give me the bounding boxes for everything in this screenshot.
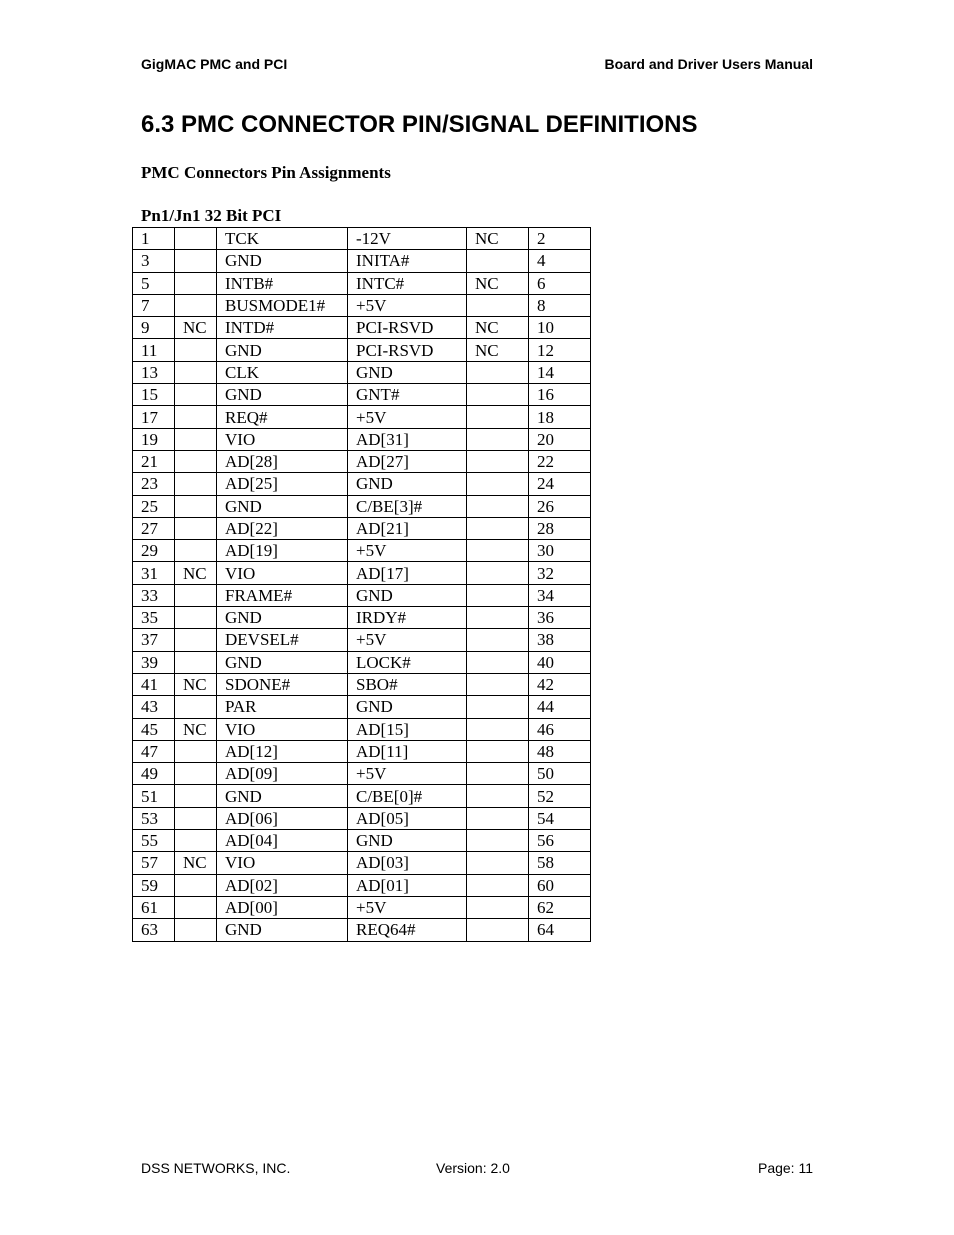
pin-number-even: 8 <box>529 294 591 316</box>
signal-name-even: SBO# <box>348 673 467 695</box>
signal-name-even: GND <box>348 584 467 606</box>
table-row <box>133 696 591 718</box>
signal-name-odd: AD[22] <box>217 517 348 539</box>
pin-number-even: 28 <box>529 517 591 539</box>
table-row <box>133 651 591 673</box>
pin-number-even: 40 <box>529 651 591 673</box>
signal-name-odd: AD[28] <box>217 450 348 472</box>
signal-name-odd: GND <box>217 250 348 272</box>
signal-name-odd: VIO <box>217 428 348 450</box>
table-row <box>133 339 591 361</box>
nc-flag-odd <box>175 250 217 272</box>
signal-name-even: PCI-RSVD <box>348 339 467 361</box>
signal-name-odd: AD[09] <box>217 763 348 785</box>
signal-name-even: GNT# <box>348 384 467 406</box>
nc-flag-odd: NC <box>175 718 217 740</box>
table-row <box>133 361 591 383</box>
nc-flag-even <box>467 718 529 740</box>
table-row <box>133 740 591 762</box>
pin-number-odd: 35 <box>133 607 175 629</box>
pin-number-even: 62 <box>529 896 591 918</box>
pin-number-even: 24 <box>529 473 591 495</box>
nc-flag-even <box>467 919 529 941</box>
nc-flag-even <box>467 406 529 428</box>
pin-number-odd: 55 <box>133 830 175 852</box>
subheading: PMC Connectors Pin Assignments <box>141 163 391 182</box>
signal-name-even: GND <box>348 473 467 495</box>
pin-number-even: 16 <box>529 384 591 406</box>
table-row <box>133 428 591 450</box>
table-caption: Pn1/Jn1 32 Bit PCI <box>141 206 282 225</box>
nc-flag-even: NC <box>467 317 529 339</box>
signal-name-odd: SDONE# <box>217 673 348 695</box>
nc-flag-even: NC <box>467 228 529 250</box>
pin-number-odd: 45 <box>133 718 175 740</box>
pin-number-odd: 41 <box>133 673 175 695</box>
nc-flag-odd <box>175 830 217 852</box>
signal-name-even: AD[05] <box>348 807 467 829</box>
nc-flag-odd <box>175 785 217 807</box>
signal-name-even: GND <box>348 696 467 718</box>
pin-number-even: 48 <box>529 740 591 762</box>
pin-number-odd: 37 <box>133 629 175 651</box>
table-row <box>133 896 591 918</box>
nc-flag-even <box>467 852 529 874</box>
signal-name-even: AD[03] <box>348 852 467 874</box>
nc-flag-odd <box>175 807 217 829</box>
pin-number-odd: 19 <box>133 428 175 450</box>
signal-name-odd: BUSMODE1# <box>217 294 348 316</box>
nc-flag-even <box>467 495 529 517</box>
signal-name-odd: DEVSEL# <box>217 629 348 651</box>
pin-number-odd: 61 <box>133 896 175 918</box>
signal-name-even: IRDY# <box>348 607 467 629</box>
pin-number-even: 36 <box>529 607 591 629</box>
table-row <box>133 473 591 495</box>
table-row <box>133 228 591 250</box>
table-row <box>133 384 591 406</box>
table-row <box>133 785 591 807</box>
pin-number-even: 60 <box>529 874 591 896</box>
pin-number-even: 2 <box>529 228 591 250</box>
pin-number-odd: 27 <box>133 517 175 539</box>
pin-number-odd: 13 <box>133 361 175 383</box>
pin-number-even: 10 <box>529 317 591 339</box>
pin-number-even: 6 <box>529 272 591 294</box>
pin-number-even: 18 <box>529 406 591 428</box>
pin-number-odd: 3 <box>133 250 175 272</box>
signal-name-even: AD[17] <box>348 562 467 584</box>
signal-name-even: INITA# <box>348 250 467 272</box>
signal-name-odd: PAR <box>217 696 348 718</box>
nc-flag-odd <box>175 361 217 383</box>
pin-number-odd: 5 <box>133 272 175 294</box>
nc-flag-even: NC <box>467 339 529 361</box>
pin-number-even: 46 <box>529 718 591 740</box>
pin-number-odd: 11 <box>133 339 175 361</box>
signal-name-even: -12V <box>348 228 467 250</box>
pin-number-even: 26 <box>529 495 591 517</box>
table-row <box>133 673 591 695</box>
pin-number-odd: 39 <box>133 651 175 673</box>
nc-flag-odd <box>175 384 217 406</box>
signal-name-even: +5V <box>348 629 467 651</box>
nc-flag-even <box>467 763 529 785</box>
nc-flag-odd <box>175 584 217 606</box>
pin-number-odd: 17 <box>133 406 175 428</box>
header-manual-title: Board and Driver Users Manual <box>604 56 813 72</box>
pin-number-even: 34 <box>529 584 591 606</box>
nc-flag-even <box>467 696 529 718</box>
signal-name-odd: AD[19] <box>217 540 348 562</box>
table-row <box>133 807 591 829</box>
signal-name-even: AD[27] <box>348 450 467 472</box>
signal-name-odd: VIO <box>217 718 348 740</box>
footer-company: DSS NETWORKS, INC. <box>141 1160 291 1176</box>
signal-name-odd: GND <box>217 785 348 807</box>
nc-flag-even <box>467 830 529 852</box>
signal-name-odd: GND <box>217 919 348 941</box>
pin-number-odd: 63 <box>133 919 175 941</box>
nc-flag-even: NC <box>467 272 529 294</box>
table-row <box>133 272 591 294</box>
table-row <box>133 852 591 874</box>
pin-number-odd: 21 <box>133 450 175 472</box>
signal-name-even: AD[11] <box>348 740 467 762</box>
pin-number-odd: 59 <box>133 874 175 896</box>
pin-number-odd: 1 <box>133 228 175 250</box>
table-row <box>133 607 591 629</box>
pin-number-even: 22 <box>529 450 591 472</box>
table-row <box>133 250 591 272</box>
signal-name-even: LOCK# <box>348 651 467 673</box>
nc-flag-odd <box>175 651 217 673</box>
pin-number-even: 52 <box>529 785 591 807</box>
nc-flag-even <box>467 740 529 762</box>
pin-number-odd: 15 <box>133 384 175 406</box>
signal-name-even: +5V <box>348 896 467 918</box>
signal-name-even: AD[31] <box>348 428 467 450</box>
signal-name-odd: GND <box>217 607 348 629</box>
pin-number-odd: 49 <box>133 763 175 785</box>
nc-flag-odd <box>175 874 217 896</box>
nc-flag-even <box>467 250 529 272</box>
signal-name-even: REQ64# <box>348 919 467 941</box>
nc-flag-even <box>467 361 529 383</box>
pin-number-even: 58 <box>529 852 591 874</box>
nc-flag-odd <box>175 428 217 450</box>
pin-number-even: 30 <box>529 540 591 562</box>
nc-flag-even <box>467 629 529 651</box>
pin-number-odd: 47 <box>133 740 175 762</box>
nc-flag-even <box>467 896 529 918</box>
pin-number-odd: 43 <box>133 696 175 718</box>
pin-number-even: 12 <box>529 339 591 361</box>
table-row <box>133 763 591 785</box>
signal-name-odd: AD[06] <box>217 807 348 829</box>
table-row <box>133 562 591 584</box>
signal-name-odd: INTB# <box>217 272 348 294</box>
signal-name-even: C/BE[3]# <box>348 495 467 517</box>
pin-number-even: 38 <box>529 629 591 651</box>
signal-name-odd: INTD# <box>217 317 348 339</box>
pin-number-odd: 57 <box>133 852 175 874</box>
nc-flag-odd <box>175 406 217 428</box>
nc-flag-even <box>467 874 529 896</box>
nc-flag-even <box>467 517 529 539</box>
signal-name-even: +5V <box>348 540 467 562</box>
table-row <box>133 629 591 651</box>
signal-name-even: +5V <box>348 406 467 428</box>
nc-flag-even <box>467 294 529 316</box>
pin-number-even: 32 <box>529 562 591 584</box>
nc-flag-even <box>467 584 529 606</box>
table-row <box>133 517 591 539</box>
footer-page-number: Page: 11 <box>757 1160 813 1176</box>
signal-name-odd: AD[00] <box>217 896 348 918</box>
table-row <box>133 317 591 339</box>
signal-name-odd: VIO <box>217 852 348 874</box>
signal-name-odd: REQ# <box>217 406 348 428</box>
nc-flag-odd <box>175 294 217 316</box>
pin-number-odd: 29 <box>133 540 175 562</box>
signal-name-odd: TCK <box>217 228 348 250</box>
signal-name-odd: CLK <box>217 361 348 383</box>
table-row <box>133 406 591 428</box>
nc-flag-odd <box>175 228 217 250</box>
pin-number-even: 20 <box>529 428 591 450</box>
signal-name-even: GND <box>348 361 467 383</box>
signal-name-even: PCI-RSVD <box>348 317 467 339</box>
nc-flag-odd <box>175 607 217 629</box>
nc-flag-even <box>467 562 529 584</box>
pin-number-odd: 23 <box>133 473 175 495</box>
signal-name-odd: AD[25] <box>217 473 348 495</box>
nc-flag-odd <box>175 473 217 495</box>
pin-number-even: 50 <box>529 763 591 785</box>
pin-number-odd: 53 <box>133 807 175 829</box>
signal-name-odd: AD[04] <box>217 830 348 852</box>
signal-name-even: GND <box>348 830 467 852</box>
nc-flag-odd <box>175 896 217 918</box>
nc-flag-odd: NC <box>175 562 217 584</box>
nc-flag-odd <box>175 517 217 539</box>
pin-number-even: 42 <box>529 673 591 695</box>
nc-flag-odd <box>175 696 217 718</box>
nc-flag-even <box>467 785 529 807</box>
nc-flag-odd <box>175 763 217 785</box>
nc-flag-odd <box>175 272 217 294</box>
pin-number-odd: 25 <box>133 495 175 517</box>
pin-number-odd: 31 <box>133 562 175 584</box>
nc-flag-even <box>467 384 529 406</box>
pin-number-even: 4 <box>529 250 591 272</box>
pin-number-even: 64 <box>529 919 591 941</box>
signal-name-odd: VIO <box>217 562 348 584</box>
nc-flag-odd <box>175 450 217 472</box>
nc-flag-even <box>467 428 529 450</box>
nc-flag-even <box>467 607 529 629</box>
signal-name-odd: GND <box>217 495 348 517</box>
nc-flag-even <box>467 540 529 562</box>
pin-number-even: 14 <box>529 361 591 383</box>
signal-name-even: +5V <box>348 294 467 316</box>
pin-assignment-table <box>132 227 591 942</box>
nc-flag-even <box>467 673 529 695</box>
nc-flag-even <box>467 473 529 495</box>
signal-name-even: +5V <box>348 763 467 785</box>
table-row <box>133 495 591 517</box>
table-row <box>133 294 591 316</box>
signal-name-even: INTC# <box>348 272 467 294</box>
nc-flag-odd <box>175 540 217 562</box>
signal-name-odd: GND <box>217 384 348 406</box>
pin-number-even: 44 <box>529 696 591 718</box>
nc-flag-odd <box>175 339 217 361</box>
footer-version: Version: 2.0 <box>436 1160 510 1176</box>
signal-name-even: AD[15] <box>348 718 467 740</box>
nc-flag-odd <box>175 495 217 517</box>
nc-flag-odd: NC <box>175 317 217 339</box>
table-row <box>133 718 591 740</box>
signal-name-odd: GND <box>217 651 348 673</box>
table-row <box>133 584 591 606</box>
header-document-title: GigMAC PMC and PCI <box>141 56 288 72</box>
nc-flag-even <box>467 450 529 472</box>
pin-number-odd: 33 <box>133 584 175 606</box>
nc-flag-odd <box>175 629 217 651</box>
signal-name-odd: FRAME# <box>217 584 348 606</box>
pin-number-even: 54 <box>529 807 591 829</box>
signal-name-odd: AD[02] <box>217 874 348 896</box>
signal-name-odd: GND <box>217 339 348 361</box>
signal-name-even: AD[21] <box>348 517 467 539</box>
nc-flag-odd: NC <box>175 673 217 695</box>
pin-number-even: 56 <box>529 830 591 852</box>
signal-name-odd: AD[12] <box>217 740 348 762</box>
nc-flag-even <box>467 807 529 829</box>
pin-number-odd: 7 <box>133 294 175 316</box>
pin-number-odd: 9 <box>133 317 175 339</box>
table-row <box>133 919 591 941</box>
table-row <box>133 874 591 896</box>
pin-table-body <box>133 228 591 942</box>
signal-name-even: AD[01] <box>348 874 467 896</box>
signal-name-even: C/BE[0]# <box>348 785 467 807</box>
pin-number-odd: 51 <box>133 785 175 807</box>
table-row <box>133 540 591 562</box>
nc-flag-odd <box>175 740 217 762</box>
section-title: 6.3 PMC CONNECTOR PIN/SIGNAL DEFINITIONS <box>141 111 698 138</box>
nc-flag-odd: NC <box>175 852 217 874</box>
table-row <box>133 450 591 472</box>
nc-flag-even <box>467 651 529 673</box>
nc-flag-odd <box>175 919 217 941</box>
table-row <box>133 830 591 852</box>
